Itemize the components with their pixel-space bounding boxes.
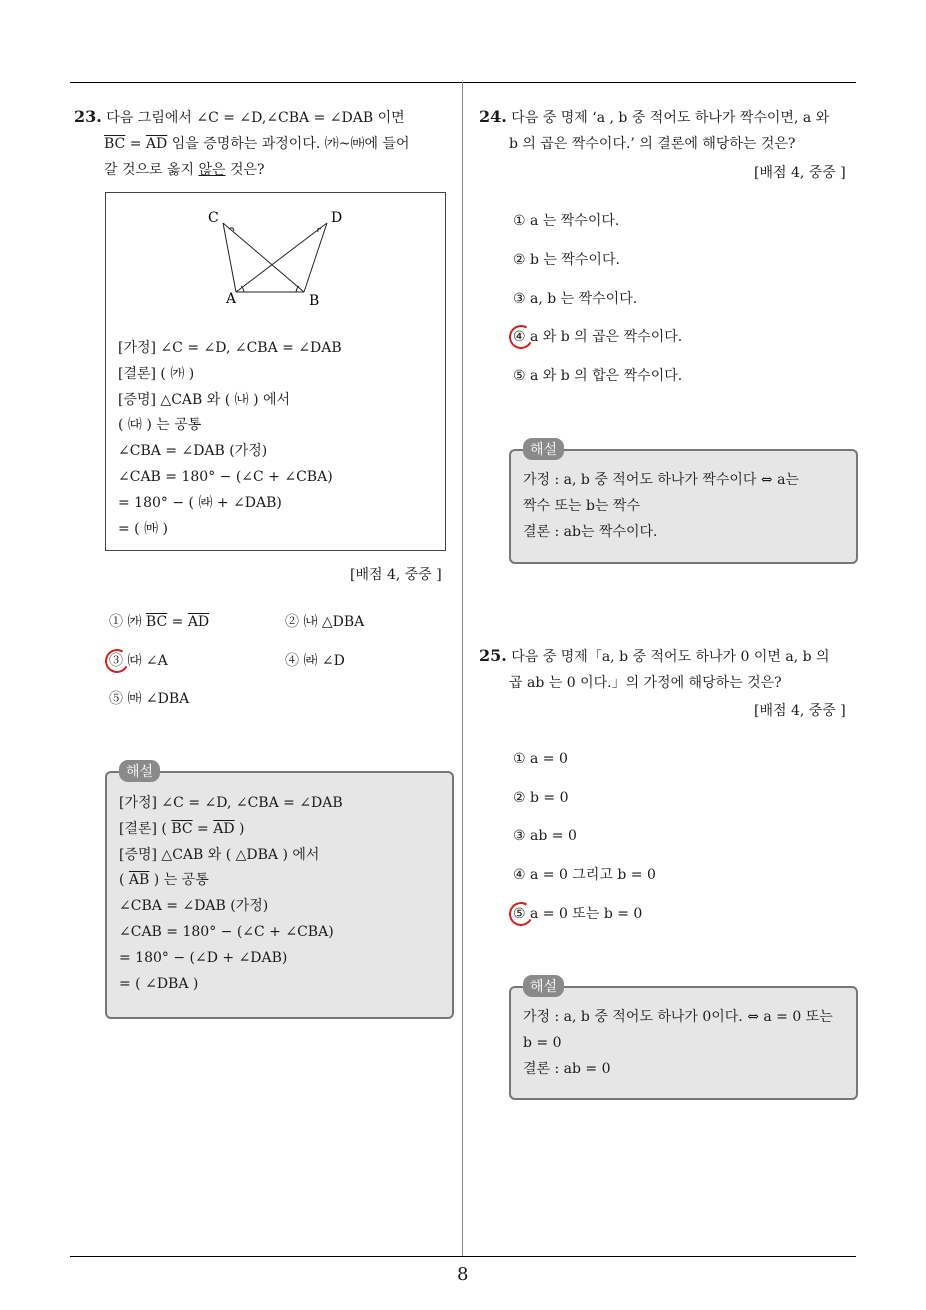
label-C: C: [208, 210, 219, 226]
q24-choice-3[interactable]: ③ a, b 는 짝수이다.: [513, 291, 638, 307]
q23-proof: [118, 336, 342, 542]
choice-5-label: ⑤ a = 0 또는 b = 0: [513, 906, 643, 922]
q24-choice-1[interactable]: ① a 는 짝수이다.: [513, 213, 620, 229]
q24-number: 24.: [479, 107, 507, 126]
q23-choice-3[interactable]: [109, 650, 168, 672]
sol-line-3: 결론 : ab는 짝수이다.: [523, 523, 658, 540]
q25-meta: [배점 4, 중중 ]: [754, 703, 846, 719]
choice-1-label: ① ㈎: [109, 614, 146, 630]
q24-meta: [배점 4, 중중 ]: [754, 165, 846, 181]
q25-number: 25.: [479, 646, 507, 665]
q24-choice-2[interactable]: ② b 는 짝수이다.: [513, 252, 620, 268]
q23-not-underlined: 않은: [198, 162, 226, 178]
solution-tag: 해설: [119, 760, 160, 782]
q24-line1: 다음 중 명제 ‘a , b 중 적어도 하나가 짝수이면, a 와: [511, 110, 830, 126]
solution-tag: 해설: [523, 975, 564, 997]
proof-line-7: = 180° − ( ㈑ + ∠DAB): [118, 494, 282, 511]
q24-line2: b 의 곱은 짝수이다.’ 의 결론에 해당하는 것은?: [509, 136, 796, 152]
sol-line-1: 가정 : a, b 중 적어도 하나가 짝수이다 ⇔ a는: [523, 472, 799, 488]
sol-l4b: ) 는 공통: [149, 872, 209, 889]
sol-line-1: [가정] ∠C = ∠D, ∠CBA = ∠DAB: [119, 795, 343, 811]
sol-line-6: ∠CAB = 180° − (∠C + ∠CBA): [119, 923, 334, 940]
answer-mark-circle: [102, 646, 131, 675]
proof-line-5: ∠CBA = ∠DAB (가정): [118, 443, 268, 460]
sol-l4a: (: [119, 872, 129, 889]
choice-1-eq: =: [167, 614, 188, 630]
top-rule: [70, 82, 856, 83]
sol-ad: $\overline{AD}$: [213, 820, 235, 837]
column-divider: [462, 82, 463, 1257]
q23-ad: $\overline{AD}$: [145, 136, 168, 152]
page-number: 8: [457, 1264, 469, 1285]
sol-line-3: 결론 : ab = 0: [523, 1060, 611, 1077]
q24-choice-4[interactable]: [513, 326, 682, 348]
proof-line-1: [가정] ∠C = ∠D, ∠CBA = ∠DAB: [118, 340, 342, 356]
sol-ab: $\overline{AB}$: [128, 872, 150, 889]
q25-choice-1[interactable]: ① a = 0: [513, 751, 568, 767]
q23-choice-4[interactable]: ④ ㈑ ∠D: [285, 653, 345, 669]
q23-line3a: 갈 것으로 옳지: [104, 162, 199, 178]
proof-line-2: [결론] ( ㈎ ): [118, 365, 195, 382]
sol-line-3: [증명] △CAB 와 ( △DBA ) 에서: [119, 846, 320, 863]
q23-figure-box: [105, 192, 446, 551]
q23-line1: 다음 그림에서 ∠C = ∠D,∠CBA = ∠DAB 이면: [106, 110, 405, 126]
sol-line-7: = 180° − (∠D + ∠DAB): [119, 949, 288, 966]
triangle-diagram: [106, 193, 445, 313]
q23-line3b: 것은?: [225, 162, 265, 178]
sol-line-2: [119, 817, 343, 843]
q25-choice-2[interactable]: ② b = 0: [513, 790, 569, 806]
q25-choice-4[interactable]: ④ a = 0 그리고 b = 0: [513, 867, 656, 883]
sol-line-2: 짝수 또는 b는 짝수: [523, 497, 640, 514]
q23-solution-box: [105, 764, 454, 1019]
solution-tag: 해설: [523, 438, 564, 460]
label-D: D: [331, 210, 343, 226]
proof-line-6: ∠CAB = 180° − (∠C + ∠CBA): [118, 468, 333, 485]
sol-eq: =: [192, 820, 214, 837]
q25-choice-5[interactable]: [513, 903, 642, 925]
choice-3-label: ③ ㈐ ∠A: [109, 653, 168, 669]
q23-eq: =: [125, 136, 146, 152]
q25-stem: [479, 643, 859, 696]
label-A: A: [226, 291, 237, 307]
q25-choice-3[interactable]: ③ ab = 0: [513, 828, 577, 844]
q23-choice-1[interactable]: [109, 611, 209, 633]
sol-line-2: b = 0: [523, 1034, 562, 1051]
sol-line-1: 가정 : a, b 중 적어도 하나가 0이다. ⇔ a = 0 또는: [523, 1009, 833, 1025]
sol-line-4: [119, 868, 343, 894]
q23-choice-2[interactable]: ② ㈏ △DBA: [285, 614, 365, 630]
q23-choice-5[interactable]: ⑤ ㈒ ∠DBA: [109, 691, 190, 707]
bottom-rule: [70, 1256, 856, 1257]
choice-4-label: ④ a 와 b 의 곱은 짝수이다.: [513, 329, 683, 345]
q23-bc: $\overline{BC}$: [104, 136, 126, 152]
answer-mark-circle: [506, 322, 535, 351]
sol-l2a: [결론] (: [119, 820, 172, 837]
q24-choice-5[interactable]: ⑤ a 와 b 의 합은 짝수이다.: [513, 368, 683, 384]
sol-line-5: ∠CBA = ∠DAB (가정): [119, 898, 269, 915]
label-B: B: [309, 293, 320, 309]
q25-solution-box: [509, 979, 858, 1100]
sol-bc: $\overline{BC}$: [171, 820, 193, 837]
sol-l2b: ): [234, 820, 245, 837]
proof-line-8: = ( ㈒ ): [118, 520, 169, 537]
proof-line-4: ( ㈐ ) 는 공통: [118, 417, 202, 434]
q23-line2: 임을 증명하는 과정이다. ㈎~㈒에 들어: [167, 136, 410, 152]
q24-solution-box: [509, 442, 858, 564]
q23-stem: [74, 104, 454, 183]
q23-meta: [배점 4, 중중 ]: [350, 567, 442, 583]
choice-1-bc: $\overline{BC}$: [145, 614, 168, 630]
sol-line-8: = ( ∠DBA ): [119, 975, 199, 992]
q23-number: 23.: [74, 107, 102, 126]
choice-1-ad: $\overline{AD}$: [187, 614, 210, 630]
proof-line-3: [증명] △CAB 와 ( ㈏ ) 에서: [118, 391, 291, 408]
q24-stem: [479, 104, 859, 157]
q25-line1: 다음 중 명제「a, b 중 적어도 하나가 0 이면 a, b 의: [511, 649, 830, 665]
q25-line2: 곱 ab 는 0 이다.」의 가정에 해당하는 것은?: [509, 675, 782, 691]
answer-mark-circle: [506, 899, 535, 928]
